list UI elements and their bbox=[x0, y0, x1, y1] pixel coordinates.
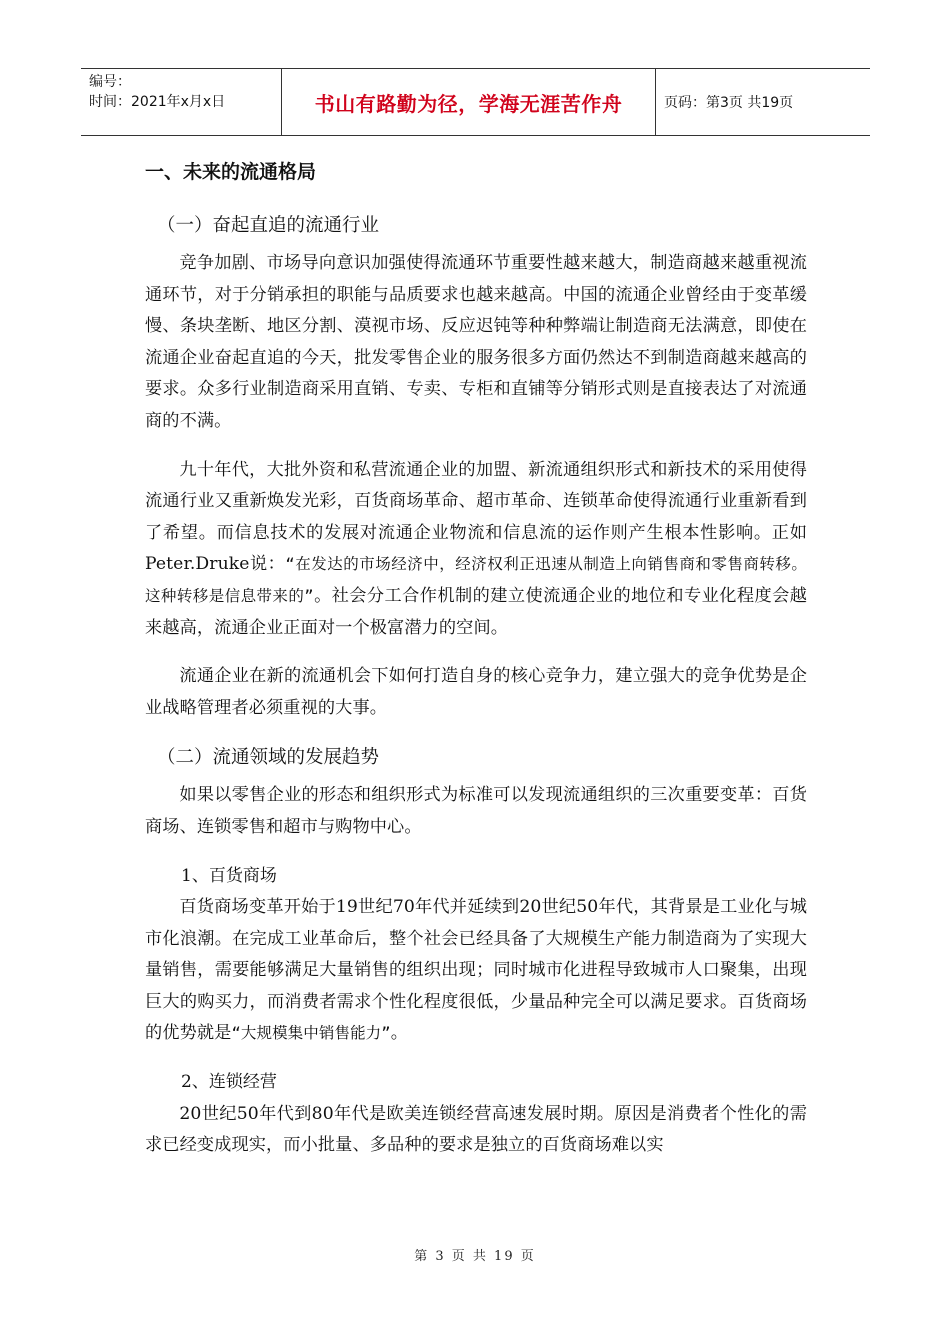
document-header bbox=[81, 68, 870, 136]
subsection-heading-2: （二）流通领域的发展趋势 bbox=[157, 747, 380, 769]
paragraph-1: 竞争加剧、市场导向意识加强使得流通环节重要性越来越大，制造商越来越重视流通环节，对于分销承担的职能与品质要求也越来越高。中国的流通企业曾经由于变革缓慢、条块垄断、地区分割、漠视市场、反应迟钝等种种弊端让制造商无法满意，即使在流通企业奋起直追的今天，批发零售企业的服务很多方面仍然达不到制造商越来越高的要求。众多行业制造商采用直销、专卖、专柜和直铺等分销形式则是直接表达了对流通商的不满。 bbox=[145, 253, 807, 431]
paragraph-5-quote: “大规模集中销售能力” bbox=[231, 1024, 391, 1043]
paragraph-2 bbox=[145, 455, 807, 645]
time-label: 时间：2021年x月x日 bbox=[89, 94, 226, 110]
paragraph-2-text-b: 。社会分工合作机制的建立使流通企业的地位和专业化程度会越来越高，流通企业正面对一个极富潜力的空间。 bbox=[145, 585, 807, 638]
document-body bbox=[145, 150, 807, 1162]
paragraph-2-quote: “在发达的市场经济中，经济权利正迅速从制造上向销售商和零售商转移。这种转移是信息带来的” bbox=[145, 555, 807, 605]
paragraph-2-text-a: 九十年代，大批外资和私营流通企业的加盟、新流通组织形式和新技术的采用使得流通行业又重新焕发光彩，百货商场革命、超市革命、连锁革命使得流通行业重新看到了希望。而信息技术的发展对流通企业物流和信息流的运作则产生根本性影响。正如Peter.Druke说： bbox=[145, 459, 807, 575]
header-left-cell bbox=[81, 69, 281, 135]
paragraph-3: 流通企业在新的流通机会下如何打造自身的核心竞争力，建立强大的竞争优势是企业战略管理者必须重视的大事。 bbox=[145, 666, 807, 718]
paragraph-6: 20世纪50年代到80年代是欧美连锁经营高速发展时期。原因是消费者个性化的需求已经变成现实，而小批量、多品种的要求是独立的百货商场难以实 bbox=[145, 1103, 807, 1156]
motto-text: 书山有路勤为径，学海无涯苦作舟 bbox=[314, 91, 623, 116]
list-item-heading-2: 2、连锁经营 bbox=[181, 1072, 277, 1093]
list-item-heading-1: 1、百货商场 bbox=[181, 865, 277, 886]
page-info-cell bbox=[656, 69, 870, 135]
paragraph-5 bbox=[145, 892, 807, 1050]
paragraph-4: 如果以零售企业的形态和组织形式为标准可以发现流通组织的三次重要变革：百货商场、连锁零售和超市与购物中心。 bbox=[145, 785, 807, 837]
paragraph-5-text-a: 百货商场变革开始于19世纪70年代并延续到20世纪50年代，其背景是工业化与城市化浪潮。在完成工业革命后，整个社会已经具备了大规模生产能力制造商为了实现大量销售，需要能够满足大量销售的组织出现；同时城市化进程导致城市人口聚集，出现巨大的购买力，而消费者需求个性化程度很低，少量品种完全可以满足要求。百货商场的优势就是 bbox=[145, 897, 807, 1044]
subsection-heading-1: （一）奋起直追的流通行业 bbox=[157, 215, 380, 236]
paragraph-5-text-b: 。 bbox=[390, 1023, 409, 1044]
page-info-text: 页码：第3页 共19页 bbox=[664, 95, 794, 111]
motto-cell bbox=[281, 69, 656, 135]
page-footer: 第 3 页 共 19 页 bbox=[414, 1249, 536, 1264]
number-label: 编号： bbox=[89, 74, 131, 90]
section-heading: 一、未来的流通格局 bbox=[145, 161, 317, 183]
